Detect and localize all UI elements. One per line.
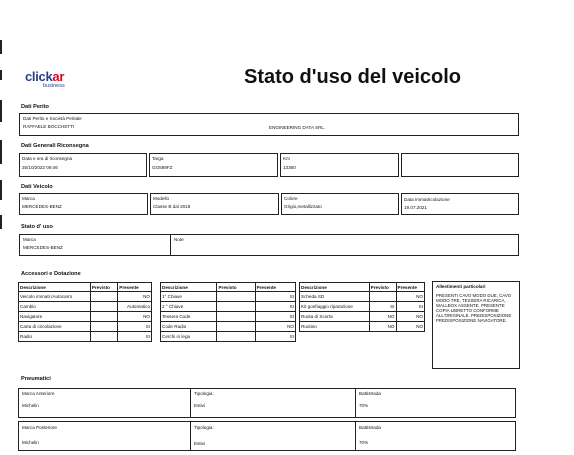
table-row bbox=[161, 322, 296, 332]
immatricolazione-value: 19.07.2021 bbox=[404, 205, 427, 210]
perito-company: ENGINEERING DATA SRL. bbox=[269, 125, 326, 130]
table-cell: Kit gonfiaggio riparazione bbox=[300, 302, 370, 312]
veicolo-heading: Dati Veicolo bbox=[21, 184, 53, 190]
km-value: 13360 bbox=[283, 165, 296, 170]
table-cell: SI bbox=[369, 302, 396, 312]
perito-heading: Dati Perito bbox=[21, 104, 49, 110]
empty-box bbox=[401, 153, 519, 177]
table-row bbox=[161, 292, 296, 302]
field-label: Tipologia: bbox=[194, 391, 214, 396]
table-cell bbox=[217, 322, 255, 332]
table-row bbox=[300, 292, 425, 302]
field-label: ar bbox=[52, 69, 65, 84]
table-cell: NO bbox=[396, 322, 425, 332]
colore-box bbox=[281, 193, 399, 215]
marca-value: MERCEDES-BENZ bbox=[22, 204, 62, 209]
table-cell: Scheda SD bbox=[300, 292, 370, 302]
scan-mark bbox=[0, 215, 2, 229]
table-cell: Previsto bbox=[217, 283, 255, 292]
table-cell: Tessera Code bbox=[161, 312, 217, 322]
table-cell: Automatico bbox=[118, 302, 152, 312]
modello-box bbox=[150, 193, 279, 215]
table-cell bbox=[90, 312, 117, 322]
scan-mark bbox=[0, 100, 2, 122]
table-row bbox=[161, 332, 296, 342]
table-cell: Previsto bbox=[90, 283, 117, 292]
table-cell: Cambio bbox=[19, 302, 91, 312]
table-cell bbox=[90, 302, 117, 312]
anteriore-marca-value: Michelin bbox=[22, 403, 39, 408]
page-title: Stato d'uso del veicolo bbox=[244, 66, 462, 88]
field-label: Data e ora di riconsegna bbox=[22, 156, 73, 161]
table-row bbox=[19, 312, 152, 322]
posteriore-tipologia-value: Estivi bbox=[194, 441, 205, 446]
table-cell: Code Radio bbox=[161, 322, 217, 332]
perito-box bbox=[19, 113, 519, 136]
table-cell: NO bbox=[118, 292, 152, 302]
scan-mark bbox=[0, 70, 2, 80]
table-cell: Previsto bbox=[369, 283, 396, 292]
table-cell: Navigatore bbox=[19, 312, 91, 322]
table-cell: NO bbox=[118, 312, 152, 322]
field-label: click bbox=[25, 69, 53, 84]
perito-name: RAFFAELE BOCCHETTI bbox=[23, 124, 75, 129]
posteriore-battistrada-value: 70% bbox=[359, 440, 369, 445]
pneumatici-posteriore-box bbox=[18, 421, 516, 451]
table-cell bbox=[90, 292, 117, 302]
table-cell bbox=[217, 312, 255, 322]
allestimenti-heading: Allestimenti particolari bbox=[436, 284, 486, 289]
table-cell: NO bbox=[396, 312, 425, 322]
km-box bbox=[280, 153, 399, 177]
table-cell: Presente bbox=[396, 283, 425, 292]
accessori-table-1 bbox=[18, 282, 152, 342]
table-cell: SI bbox=[255, 302, 295, 312]
field-label: Marca Posteriore bbox=[22, 425, 57, 430]
table-cell: Descrizione bbox=[300, 283, 370, 292]
table-cell bbox=[217, 292, 255, 302]
table-cell: Ruotino bbox=[300, 322, 370, 332]
table-row bbox=[19, 322, 152, 332]
table-row bbox=[19, 332, 152, 342]
table-cell: Carta di circolazione bbox=[19, 322, 91, 332]
targa-box bbox=[149, 153, 278, 177]
table-row bbox=[161, 302, 296, 312]
field-label: Colore bbox=[284, 196, 298, 201]
colore-value: Grigio,metallizzato bbox=[284, 204, 322, 209]
table-cell: Veicolo immatr./Autocarro bbox=[19, 292, 91, 302]
table-cell: Presente bbox=[118, 283, 152, 292]
stato-uso-marca-value: MERCEDES-BENZ bbox=[23, 245, 63, 250]
table-row bbox=[300, 302, 425, 312]
accessori-heading: Accessori e Dotazione bbox=[21, 271, 81, 277]
targa-value: GG589FZ bbox=[152, 165, 173, 170]
field-label: Targa bbox=[152, 156, 164, 161]
table-cell: Descrizione bbox=[19, 283, 91, 292]
field-label: Marca bbox=[22, 196, 35, 201]
accessori-table-2 bbox=[160, 282, 296, 342]
field-label: business bbox=[43, 83, 65, 89]
pneumatici-heading: Pneumatici bbox=[21, 376, 51, 382]
scan-mark bbox=[0, 40, 2, 54]
allestimenti-text: PRESENTI CAVO MODO DUE, CAVO MODO TRE, TESSERA RICARICA, WALLBOX ASSENTE. PRESENTE COPIA LIBRETTO CONFORME ALL'ORIGINALE. PREDISPOSIZIONE PREDISPOSIZIONE NAVIGATORE. bbox=[436, 293, 512, 323]
note-label: Note bbox=[174, 237, 184, 242]
field-label: Km bbox=[283, 156, 290, 161]
scan-mark bbox=[0, 180, 2, 200]
field-label: Tipologia: bbox=[194, 425, 214, 430]
table-row bbox=[19, 302, 152, 312]
accessori-table-3 bbox=[299, 282, 425, 332]
table-cell: 1° Chiave bbox=[161, 292, 217, 302]
date-box bbox=[19, 153, 147, 177]
field-label: Marca Anteriore bbox=[22, 391, 55, 396]
clickar-logo bbox=[25, 70, 65, 89]
date-value: 25/10/2022 09:46 bbox=[22, 165, 58, 170]
table-row bbox=[161, 312, 296, 322]
anteriore-battistrada-value: 70% bbox=[359, 403, 369, 408]
table-cell: SI bbox=[255, 312, 295, 322]
table-cell: Radio bbox=[19, 332, 91, 342]
table-cell: SI bbox=[255, 332, 295, 342]
table-cell: Cerchi in lega bbox=[161, 332, 217, 342]
table-cell bbox=[90, 332, 117, 342]
modello-value: Classe B dal 2018 bbox=[153, 204, 191, 209]
marca-box bbox=[19, 193, 148, 215]
field-label: Battistrada bbox=[359, 391, 381, 396]
pneumatici-anteriore-box bbox=[18, 388, 516, 418]
table-cell: NO bbox=[255, 322, 295, 332]
table-cell bbox=[217, 332, 255, 342]
table-cell: NO bbox=[396, 292, 425, 302]
table-row bbox=[19, 292, 152, 302]
table-cell: 2 ° Chiave bbox=[161, 302, 217, 312]
field-label: Marca bbox=[23, 237, 36, 242]
table-cell bbox=[217, 302, 255, 312]
table-cell: SI bbox=[118, 322, 152, 332]
table-row bbox=[300, 322, 425, 332]
table-cell: SI bbox=[118, 332, 152, 342]
field-label: Modello bbox=[153, 196, 170, 201]
stato-uso-box bbox=[19, 234, 519, 256]
posteriore-marca-value: Michelin bbox=[22, 440, 39, 445]
stato-uso-heading: Stato d' uso bbox=[21, 224, 53, 230]
table-row bbox=[300, 312, 425, 322]
field-label: Data Immatricolazione bbox=[404, 197, 450, 202]
table-cell: NO bbox=[369, 322, 396, 332]
table-cell: Descrizione bbox=[161, 283, 217, 292]
immatricolazione-box bbox=[401, 193, 519, 215]
table-cell: SI bbox=[255, 292, 295, 302]
table-cell: SI bbox=[396, 302, 425, 312]
field-label: Battistrada bbox=[359, 425, 381, 430]
allestimenti-box bbox=[432, 281, 520, 369]
table-cell: Presente bbox=[255, 283, 295, 292]
anteriore-tipologia-value: Estivi bbox=[194, 403, 205, 408]
table-cell bbox=[90, 322, 117, 332]
perito-label: Dati Perito e Società Peritale bbox=[23, 116, 82, 121]
table-cell bbox=[369, 292, 396, 302]
riconsegna-heading: Dati Generali Riconsegna bbox=[21, 143, 89, 149]
table-cell: NO bbox=[369, 312, 396, 322]
scan-mark bbox=[0, 140, 2, 164]
table-cell: Ruota di Scorta bbox=[300, 312, 370, 322]
